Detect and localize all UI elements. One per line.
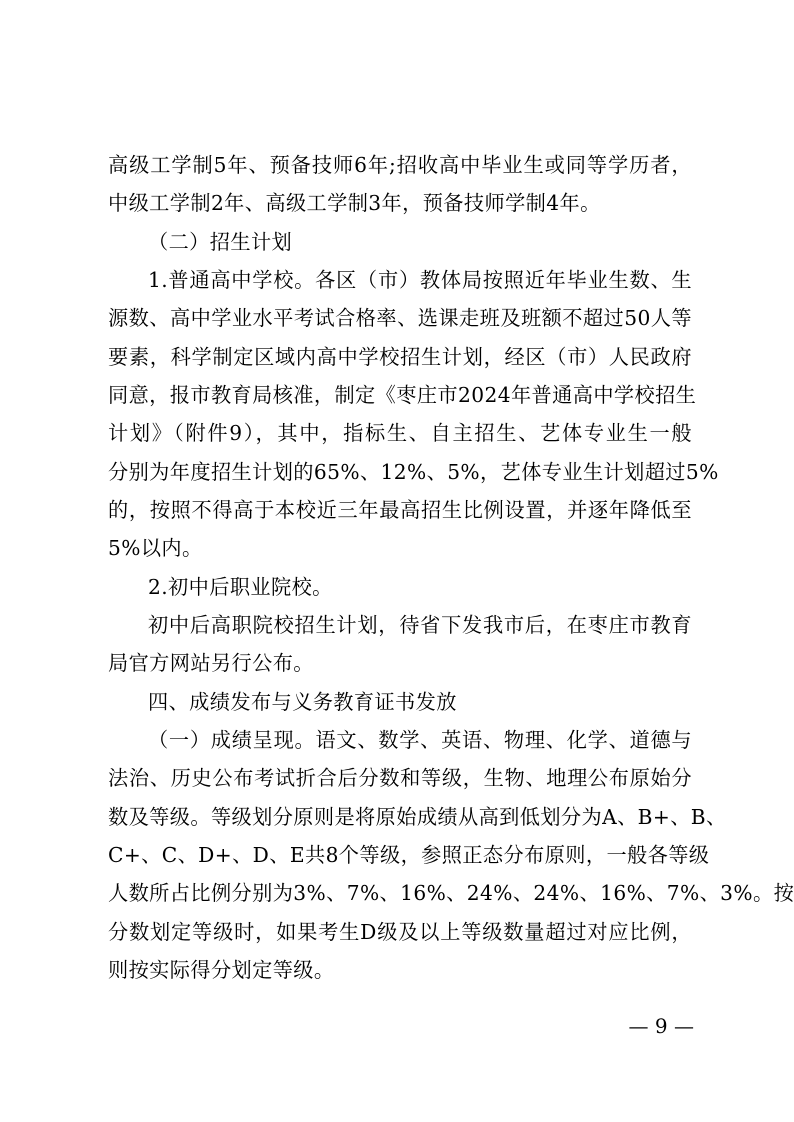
section-subheading: （二）招生计划	[148, 230, 293, 254]
paragraph-line: 源数、高中学业水平考试合格率、选课走班及班额不超过50人等	[108, 306, 692, 330]
paragraph-line: 高级工学制5年、预备技师6年;招收高中毕业生或同等学历者，	[108, 153, 692, 177]
paragraph-line: （一）成绩呈现。语文、数学、英语、物理、化学、道德与	[148, 728, 692, 752]
paragraph-line: 分别为年度招生计划的65%、12%、5%，艺体专业生计划超过5%	[108, 460, 719, 484]
paragraph-line: 数及等级。等级划分原则是将原始成绩从高到低划分为A、B+、B、	[108, 805, 727, 829]
paragraph-line: 1.普通高中学校。各区（市）教体局按照近年毕业生数、生	[148, 268, 692, 292]
paragraph-line: 初中后高职院校招生计划，待省下发我市后，在枣庄市教育	[148, 613, 692, 637]
paragraph-line: 中级工学制2年、高级工学制3年，预备技师学制4年。	[108, 191, 601, 215]
paragraph-line: 要素，科学制定区域内高中学校招生计划，经区（市）人民政府	[108, 345, 692, 369]
paragraph-line: 5%以内。	[108, 536, 203, 560]
paragraph-line: 局官方网站另行公布。	[108, 651, 314, 675]
paragraph-line: C+、C、D+、D、E共8个等级，参照正态分布原则，一般各等级	[108, 843, 710, 867]
paragraph-line: 的，按照不得高于本校近三年最高招生比例设置，并逐年降低至	[108, 498, 692, 522]
section-subheading: 2.初中后职业院校。	[148, 575, 333, 599]
paragraph-line: 同意，报市教育局核准，制定《枣庄市2024年普通高中学校招生	[108, 383, 697, 407]
page-number: — 9 —	[628, 1014, 694, 1038]
paragraph-line: 人数所占比例分别为3%、7%、16%、24%、24%、16%、7%、3%。按	[108, 881, 794, 905]
section-heading: 四、成绩发布与义务教育证书发放	[148, 690, 457, 714]
paragraph-line: 分数划定等级时，如果考生D级及以上等级数量超过对应比例，	[108, 920, 692, 944]
paragraph-line: 法治、历史公布考试折合后分数和等级，生物、地理公布原始分	[108, 766, 692, 790]
paragraph-line: 计划》（附件9），其中，指标生、自主招生、艺体专业生一般	[108, 421, 692, 445]
paragraph-line: 则按实际得分划定等级。	[108, 958, 335, 982]
